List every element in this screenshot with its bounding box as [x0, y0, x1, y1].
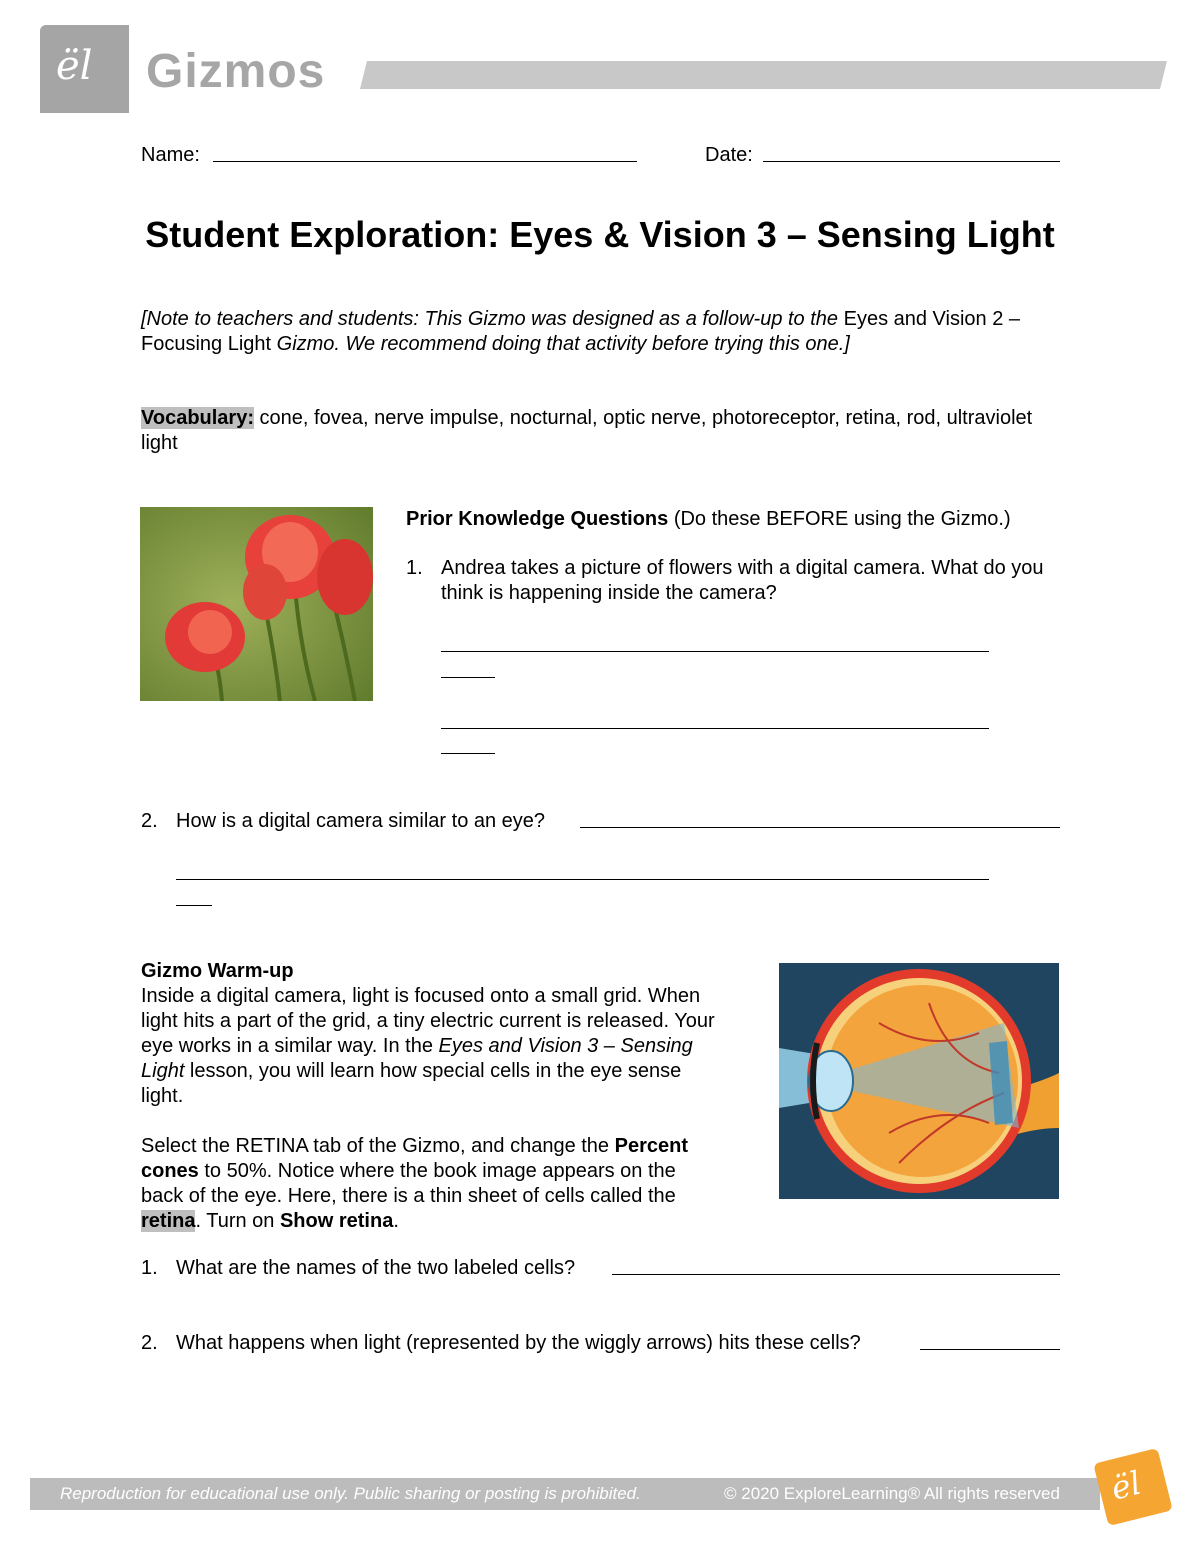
warmup-p1b: Eyes and Vision 3 – Sensing Light [141, 1035, 693, 1082]
warmup-q2-answer-line[interactable] [920, 1349, 1060, 1350]
note-part1: [Note to teachers and students: This Gizmo was designed as a follow-up to the [141, 308, 844, 330]
page-title: Student Exploration: Eyes & Vision 3 – Sensing Light [145, 214, 1055, 255]
teacher-note [141, 307, 1021, 357]
pk-q1-text: Andrea takes a picture of flowers with a digital camera. What do you think is happening inside the camera? [441, 557, 1044, 604]
corner-logo-glyph: ël [1107, 1463, 1145, 1508]
name-label: Name: [141, 144, 200, 166]
vocabulary-label: Vocabulary: [141, 407, 254, 429]
pk-q1-answer-line-1[interactable] [441, 651, 989, 652]
footer-copyright: © 2020 ExploreLearning® All rights reserved [724, 1484, 1060, 1503]
note-part3: Gizmo. We recommend doing that activity before trying this one.] [271, 333, 850, 355]
pk-q1-number: 1. [406, 557, 423, 579]
footer-disclaimer: Reproduction for educational use only. Public sharing or posting is prohibited. [60, 1484, 641, 1503]
pk-q1-answer-line-2[interactable] [441, 728, 989, 729]
header-bar [360, 61, 1167, 89]
warmup-p2b: Percent cones [141, 1135, 688, 1182]
warmup-p2e: . Turn on [195, 1210, 280, 1232]
warmup-q1-answer-line[interactable] [612, 1274, 1060, 1275]
date-field[interactable] [763, 161, 1060, 162]
warmup-paragraph-1 [141, 984, 716, 1109]
warmup-p2c: to 50%. Notice where the book image appears on the back of the eye. Here, there is a thin sheet of cells called the [141, 1160, 676, 1207]
warmup-p1a: Inside a digital camera, light is focused onto a small grid. When light hits a part of the grid, a tiny electric current is released. Your eye works in a similar way. In the [141, 985, 715, 1057]
prior-knowledge-note: (Do these BEFORE using the Gizmo.) [668, 508, 1011, 530]
explorelearning-corner-logo [1093, 1448, 1173, 1526]
pk-q2-answer-line-2[interactable] [176, 879, 989, 880]
warmup-paragraph-2 [141, 1134, 716, 1234]
pk-q2-number: 2. [141, 810, 158, 832]
warmup-p1c: lesson, you will learn how special cells in the eye sense light. [141, 1060, 682, 1107]
name-field[interactable] [213, 161, 637, 162]
warmup-heading: Gizmo Warm-up [141, 960, 294, 982]
warmup-p2a: Select the RETINA tab of the Gizmo, and change the [141, 1135, 615, 1157]
pk-q1-answer-line-1b[interactable] [441, 677, 495, 678]
warmup-p2g: . [393, 1210, 399, 1232]
warmup-q2-number: 2. [141, 1332, 158, 1354]
pk-q2-answer-line-2b[interactable] [176, 905, 212, 906]
vocabulary [141, 406, 1041, 456]
pk-q2-text: How is a digital camera similar to an eye? [176, 810, 546, 832]
explorelearning-logo [40, 25, 129, 113]
prior-knowledge-heading [406, 507, 1106, 532]
pk-q1-answer-line-2b[interactable] [441, 753, 495, 754]
logo-glyph: ël [56, 43, 93, 89]
gizmos-brand: Gizmos [146, 45, 326, 98]
eye-diagram [779, 963, 1059, 1199]
prior-knowledge-title: Prior Knowledge Questions [406, 508, 669, 530]
warmup-q1-number: 1. [141, 1257, 158, 1279]
warmup-q1-text: What are the names of the two labeled cells? [176, 1257, 576, 1279]
date-label: Date: [705, 144, 753, 166]
pk-q2-answer-line-1[interactable] [580, 827, 1060, 828]
warmup-q2-text: What happens when light (represented by the wiggly arrows) hits these cells? [176, 1332, 861, 1354]
warmup-section [141, 959, 716, 1234]
note-part2: Eyes and Vision 2 – Focusing Light [141, 308, 1021, 355]
vocabulary-terms: cone, fovea, nerve impulse, nocturnal, optic nerve, photoreceptor, retina, rod, ultraviolet light [141, 407, 1033, 454]
warmup-p2f: Show retina [279, 1210, 394, 1232]
warmup-p2d: retina [141, 1210, 196, 1232]
tulip-photo [140, 507, 373, 701]
